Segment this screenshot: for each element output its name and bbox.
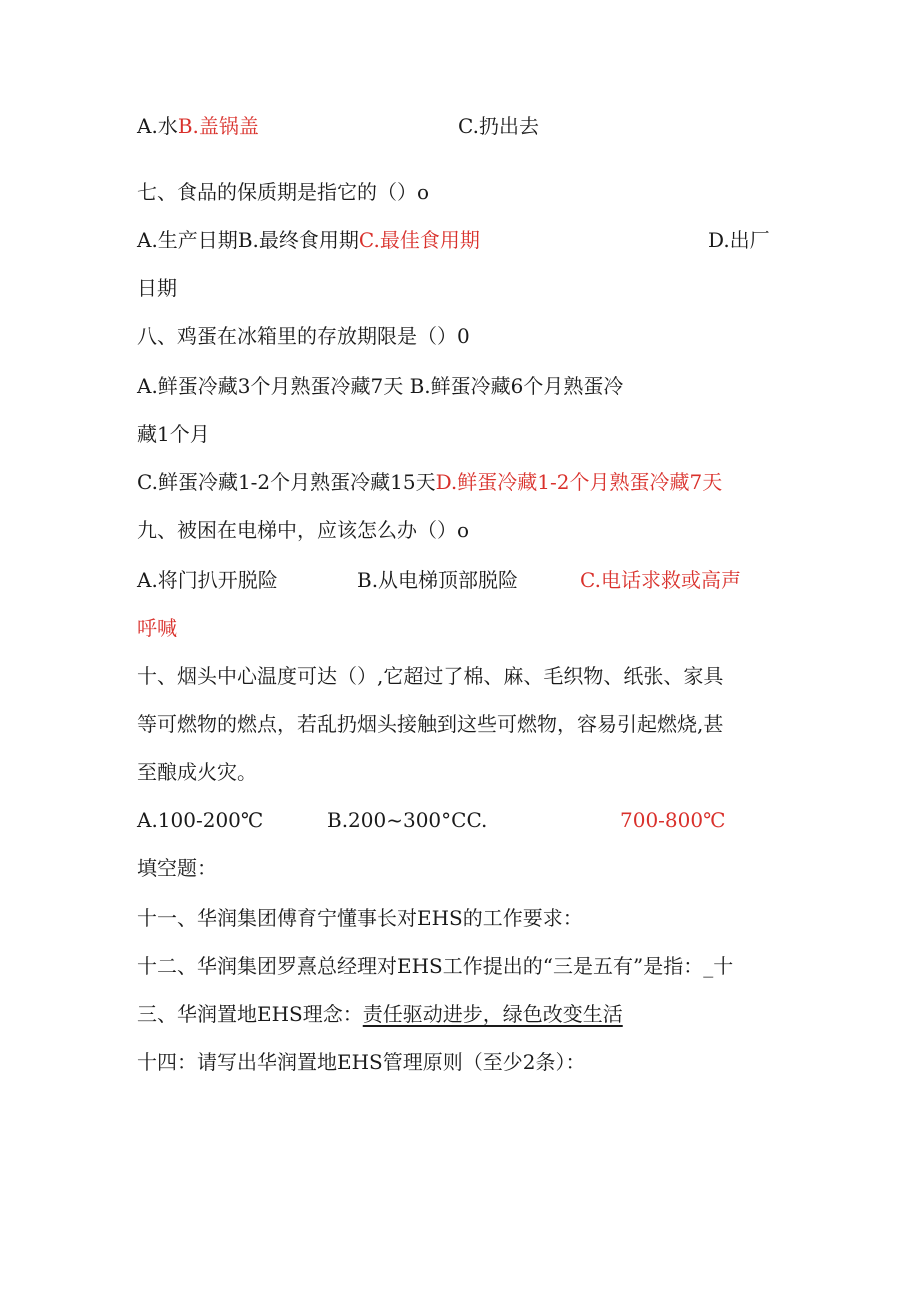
q10-line-2: 等可燃物的燃点，若乱扔烟头接触到这些可燃物，容易引起燃烧,甚 <box>137 712 724 736</box>
q8-question: 八、鸡蛋在冰箱里的存放期限是（）0 <box>137 324 470 348</box>
q7-options <box>137 226 480 254</box>
q8-option-c: C.鲜蛋冷藏1-2个月熟蛋冷藏15天 <box>137 470 436 494</box>
q11: 十一、华润集团傅育宁懂事长对EHS的工作要求： <box>137 906 583 930</box>
q9-question: 九、被困在电梯中，应该怎么办（）o <box>137 518 470 542</box>
q12: 十二、华润集团罗熹总经理对EHS工作提出的“三是五有”是指：_十 <box>137 954 734 978</box>
q10-option-c-answer: 700-800℃ <box>620 808 726 832</box>
q8-option-d-answer: D.鲜蛋冷藏1-2个月熟蛋冷藏7天 <box>435 470 723 494</box>
q8-options-ab: A.鲜蛋冷藏3个月熟蛋冷藏7天 B.鲜蛋冷藏6个月熟蛋冷 <box>137 374 624 398</box>
fill-blank-heading: 填空题： <box>137 856 217 880</box>
q10-line-1: 十、烟头中心温度可达（）,它超过了棉、麻、毛织物、纸张、家具 <box>137 664 724 688</box>
q9-option-c-cont: 呼喊 <box>137 616 177 640</box>
q13-answer: 责任驱动进步，绿色改变生活 <box>362 1002 623 1026</box>
q8-options-cd <box>137 468 722 496</box>
q9-option-b: B.从电梯顶部脱险 <box>357 568 519 592</box>
q8-option-b-cont: 藏1个月 <box>137 422 210 446</box>
q10-option-b: B.200~300°CC. <box>327 808 488 832</box>
q7-option-d-cont: 日期 <box>137 276 177 300</box>
q7-option-d: D.出厂 <box>708 228 770 252</box>
q14: 十四：请写出华润置地EHS管理原则（至少2条）： <box>137 1050 586 1074</box>
q6-option-b-answer: B.盖锅盖 <box>177 114 259 138</box>
q7-question: 七、食品的保质期是指它的（）o <box>137 180 430 204</box>
q9-option-c-answer: C.电话求救或高声 <box>580 568 741 592</box>
q13 <box>137 1000 623 1028</box>
q7-option-b: B.最终食用期 <box>237 228 359 252</box>
q10-line-3: 至酿成火灾。 <box>137 760 257 784</box>
q10-option-a: A.100-200℃ <box>137 808 264 832</box>
q6-option-c: C.扔出去 <box>458 114 539 138</box>
q7-option-a: A.生产日期 <box>137 228 238 252</box>
q6-option-a: A.水 <box>137 114 178 138</box>
q6-options <box>137 112 259 140</box>
q7-option-c-answer: C.最佳食用期 <box>358 228 480 252</box>
q9-option-a: A.将门扒开脱险 <box>137 568 278 592</box>
q13-prefix: 三、华润置地EHS理念： <box>137 1002 363 1026</box>
